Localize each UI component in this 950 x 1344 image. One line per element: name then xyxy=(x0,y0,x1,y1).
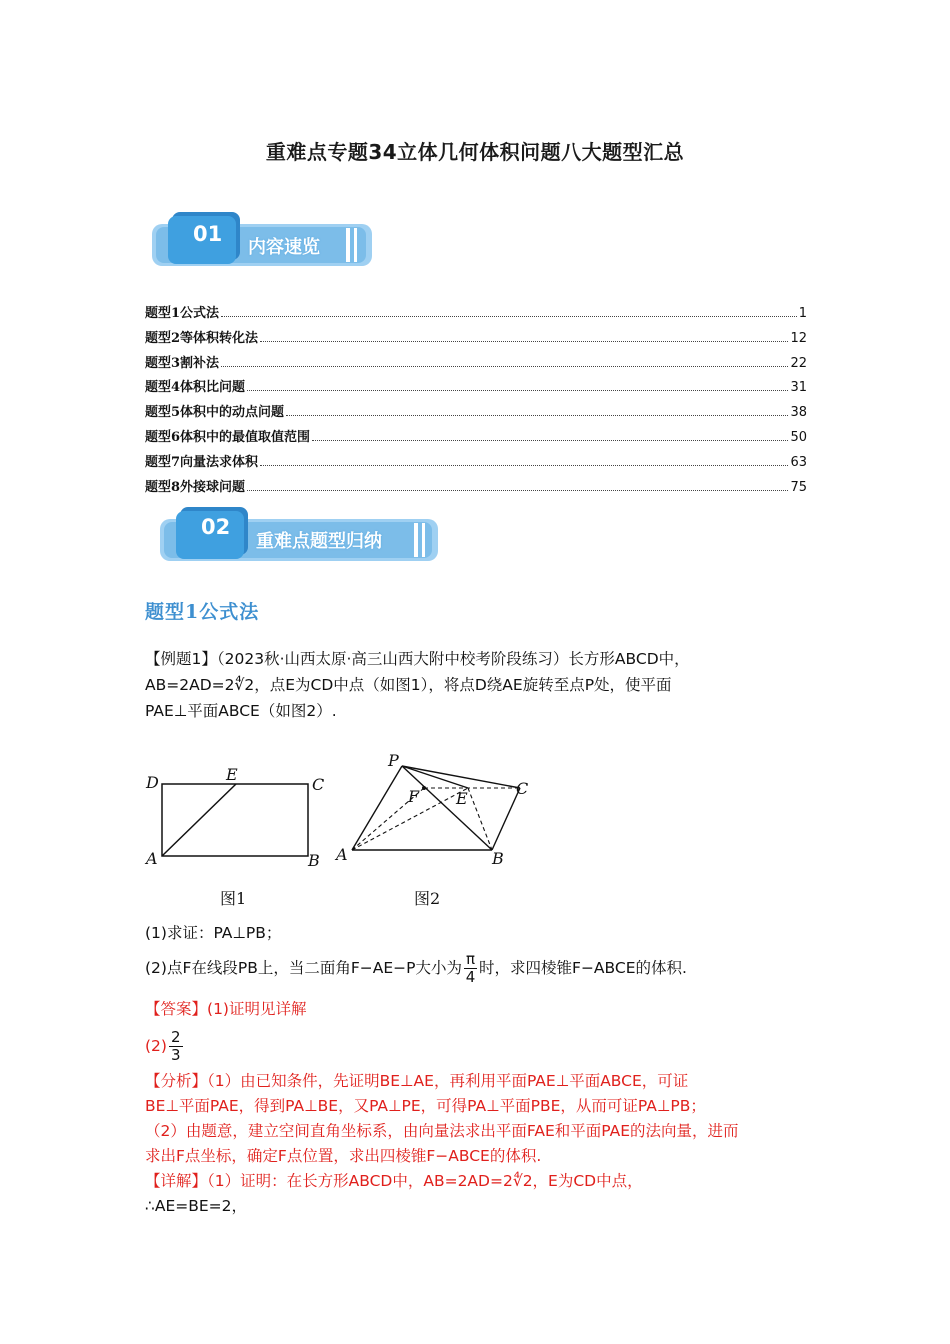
label-d: D xyxy=(146,773,159,792)
banner-number: 01 xyxy=(193,222,223,246)
figure-2-caption: 图2 xyxy=(414,889,441,908)
toc-leader-dots xyxy=(221,365,788,367)
fraction-pi-over-4 xyxy=(464,952,477,985)
answer-part-2-label: (2) xyxy=(145,1037,167,1055)
label-c: C xyxy=(516,779,529,798)
answer-part-1: (1)证明见详解 xyxy=(207,1000,307,1018)
toc-item-title: 题型5体积中的动点问题 xyxy=(145,405,285,421)
label-e: E xyxy=(456,789,468,808)
section-banner-topics xyxy=(158,505,443,565)
toc-item-title: 题型8外接球问题 xyxy=(145,479,246,495)
detail xyxy=(145,1169,810,1219)
toc-item-page: 12 xyxy=(790,330,807,346)
toc-item[interactable] xyxy=(145,451,807,476)
label-c: C xyxy=(312,775,325,794)
toc-item[interactable] xyxy=(145,476,807,501)
toc-item[interactable] xyxy=(145,426,807,451)
analysis-line-1: （1）由已知条件，先证明BE⊥AE，再利用平面PAE⊥平面ABCE，可证 xyxy=(207,1072,689,1090)
question-2 xyxy=(145,950,810,986)
example-problem xyxy=(145,646,810,724)
banner-number: 02 xyxy=(201,515,231,539)
rectangle-abcd xyxy=(162,784,308,856)
example-line-3: PAE⊥平面ABCE（如图2）. xyxy=(145,702,337,720)
section-banner-contents xyxy=(150,210,375,270)
question-2-text-end: 时，求四棱锥F−ABCE的体积. xyxy=(479,959,687,977)
question-1: (1)求证：PA⊥PB； xyxy=(145,924,282,942)
toc-leader-dots xyxy=(260,340,788,342)
answer-fraction xyxy=(169,1030,183,1063)
toc-item-title: 题型3割补法 xyxy=(145,355,220,371)
toc-item-page: 63 xyxy=(790,454,807,470)
label-a: A xyxy=(146,849,158,868)
fraction-numerator: 2 xyxy=(170,1028,181,1046)
figure-2 xyxy=(330,748,540,868)
toc-item-page: 50 xyxy=(790,429,807,445)
toc-item[interactable] xyxy=(145,401,807,426)
fraction-denominator: 4 xyxy=(465,968,476,986)
question-2-text: (2)点F在线段PB上，当二面角F−AE−P大小为 xyxy=(145,959,462,977)
toc-leader-dots xyxy=(247,489,788,491)
example-line-2: AB=2AD=2∜2，点E为CD中点（如图1），将点D绕AE旋转至点P处，使平面 xyxy=(145,676,672,694)
answer-line-2 xyxy=(145,1026,810,1066)
answer-tag: 【答案】 xyxy=(145,1000,208,1018)
fraction-denominator: 3 xyxy=(170,1046,181,1064)
toc-item-page: 31 xyxy=(790,380,807,396)
label-f: F xyxy=(408,787,420,806)
figure-1 xyxy=(140,760,340,875)
toc-item[interactable] xyxy=(145,352,807,377)
toc-item[interactable] xyxy=(145,302,807,327)
analysis-line-2: BE⊥平面PAE，得到PA⊥BE，又PA⊥PE，可得PA⊥平面PBE，从而可证PA⊥PB； xyxy=(145,1097,706,1115)
analysis-tag: 【分析】 xyxy=(145,1072,208,1090)
toc-item[interactable] xyxy=(145,376,807,401)
toc-leader-dots xyxy=(221,315,797,317)
toc-leader-dots xyxy=(286,414,788,416)
example-source: （2023秋·山西太原·高三山西大附中校考阶段练习）长方形ABCD中， xyxy=(216,650,690,668)
detail-line-1: （1）证明：在长方形ABCD中，AB=2AD=2∜2，E为CD中点， xyxy=(207,1172,643,1190)
section-heading: 题型1公式法 xyxy=(145,601,260,623)
toc-leader-dots xyxy=(312,439,788,441)
toc-item[interactable] xyxy=(145,327,807,352)
toc-leader-dots xyxy=(247,389,788,391)
figure-1-caption: 图1 xyxy=(220,889,247,908)
toc-item-title: 题型1公式法 xyxy=(145,306,220,321)
label-e: E xyxy=(226,765,238,784)
toc-leader-dots xyxy=(260,464,788,466)
banner-label: 内容速览 xyxy=(248,237,320,258)
label-b: B xyxy=(492,849,504,868)
label-a: A xyxy=(336,845,348,864)
toc-item-title: 题型2等体积转化法 xyxy=(145,330,259,346)
detail-line-2: ∴AE=BE=2， xyxy=(145,1197,248,1215)
analysis-line-3: （2）由题意，建立空间直角坐标系，由向量法求出平面FAE和平面PAE的法向量，进而 xyxy=(145,1122,739,1140)
example-tag: 【例题1】 xyxy=(145,650,217,668)
analysis-line-4: 求出F点坐标，确定F点位置，求出四棱锥F−ABCE的体积. xyxy=(145,1147,542,1165)
label-p: P xyxy=(388,751,399,770)
page-title: 重难点专题34立体几何体积问题八大题型汇总 xyxy=(265,140,685,164)
table-of-contents xyxy=(145,302,807,500)
toc-item-page: 75 xyxy=(790,479,807,495)
toc-item-title: 题型6体积中的最值取值范围 xyxy=(145,429,311,445)
toc-item-page: 22 xyxy=(790,355,807,371)
toc-item-title: 题型4体积比问题 xyxy=(145,380,246,396)
label-b: B xyxy=(308,851,320,870)
answer-line-1 xyxy=(145,996,810,1022)
banner-label: 重难点题型归纳 xyxy=(256,531,382,552)
segment-ae xyxy=(162,784,236,856)
analysis xyxy=(145,1069,810,1169)
toc-item-title: 题型7向量法求体积 xyxy=(145,454,259,470)
fraction-numerator: π xyxy=(466,950,476,968)
detail-tag: 【详解】 xyxy=(145,1172,208,1190)
toc-item-page: 38 xyxy=(790,405,807,421)
toc-item-page: 1 xyxy=(798,306,807,321)
